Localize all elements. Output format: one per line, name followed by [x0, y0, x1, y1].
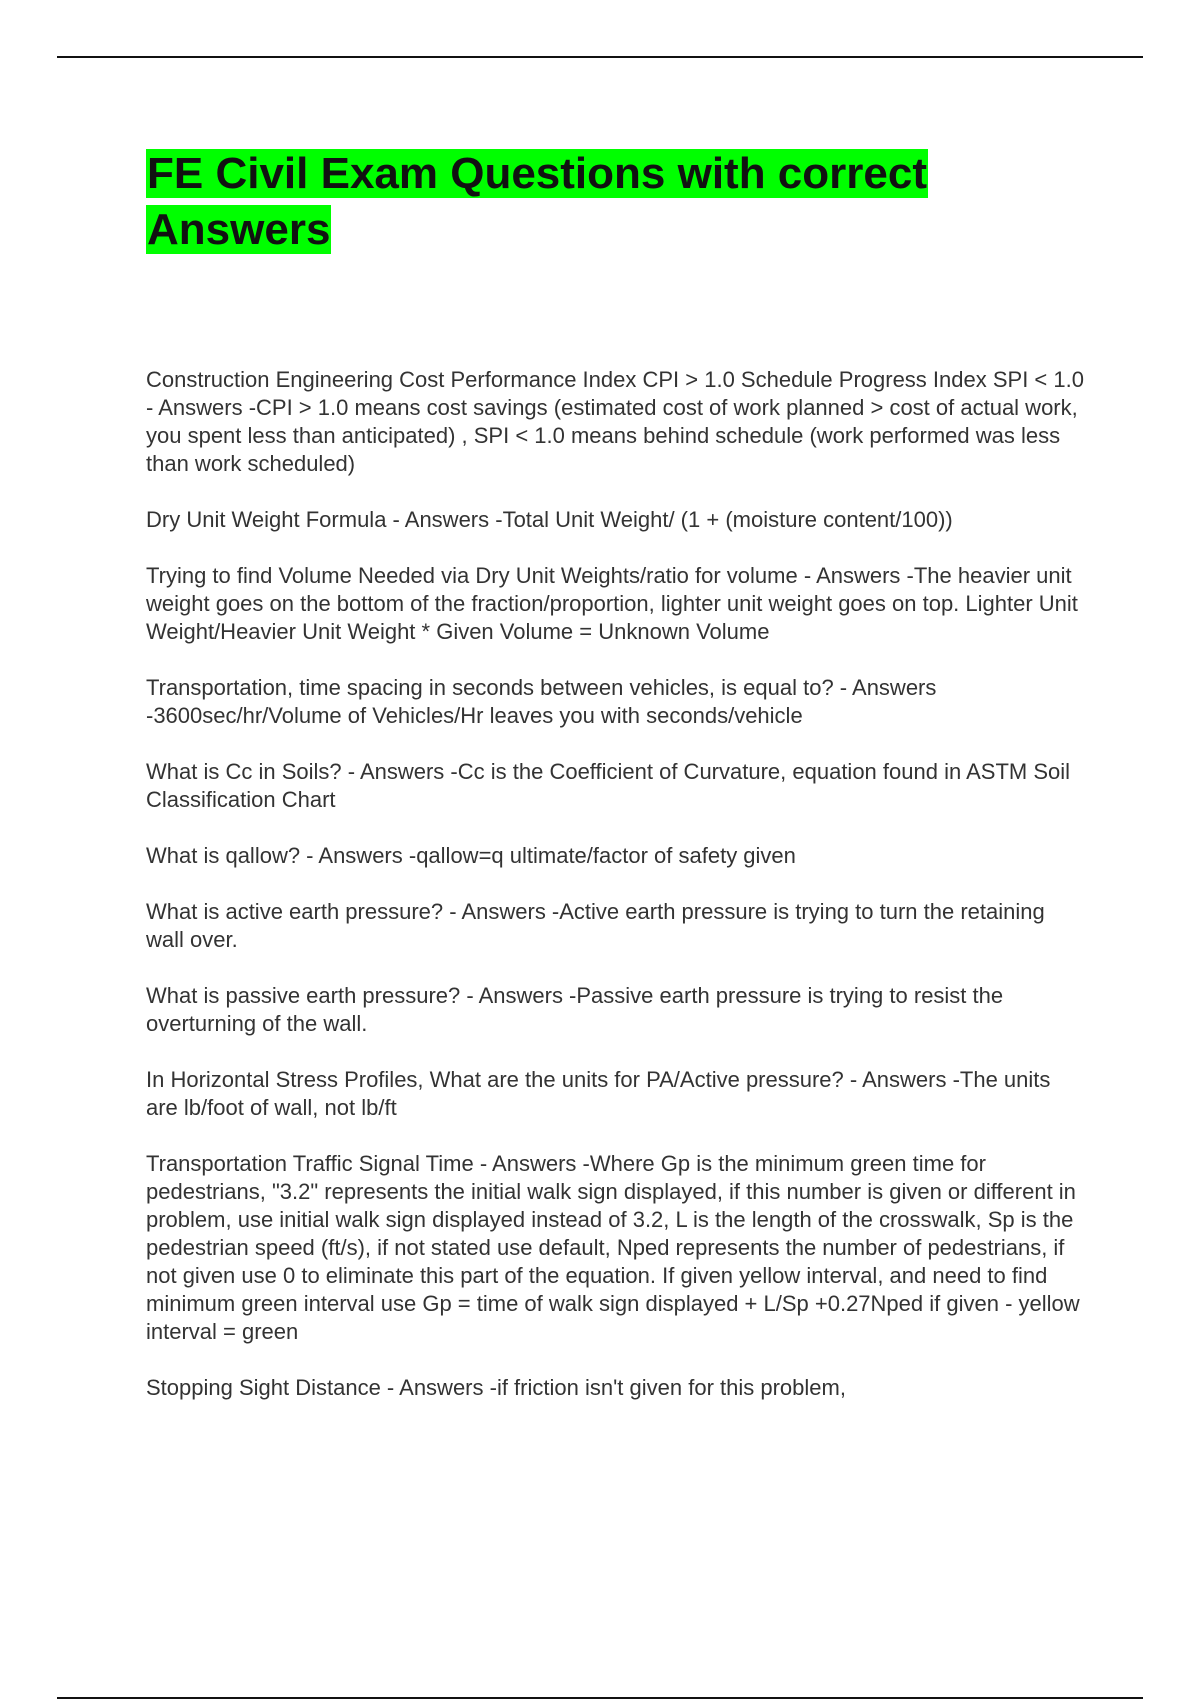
top-rule — [57, 56, 1143, 58]
qa-list — [146, 366, 1086, 1430]
qa-item-stopping-sight: Stopping Sight Distance - Answers -if friction isn't given for this problem, — [146, 1375, 846, 1400]
qa-item-active-pressure: What is active earth pressure? - Answers -Active earth pressure is trying to turn the retaining wall over. — [146, 899, 1045, 952]
qa-item-signal-time: Transportation Traffic Signal Time - Answers -Where Gp is the minimum green time for pedestrians, "3.2" represents the initial walk sign displayed, if this number is given or different in problem, use initial walk sign displayed instead of 3.2, L is the length of the crosswalk, Sp is the pedestrian speed (ft/s), if not stated use default, Nped represents the number of pedestrians, if not given use 0 to eliminate this part of the equation. If given yellow interval, and need to find minimum green interval use Gp = time of walk sign displayed + L/Sp +0.27Nped if given - yellow interval = green — [146, 1151, 1080, 1344]
qa-item-cc-soils: What is Cc in Soils? - Answers -Cc is the Coefficient of Curvature, equation found in ASTM Soil Classification Chart — [146, 759, 1070, 812]
qa-item-time-spacing: Transportation, time spacing in seconds between vehicles, is equal to? - Answers -3600sec/hr/Volume of Vehicles/Hr leaves you with seconds/vehicle — [146, 675, 937, 728]
page-title — [146, 146, 1046, 258]
qa-item-passive-pressure: What is passive earth pressure? - Answers -Passive earth pressure is trying to resist the overturning of the wall. — [146, 983, 1004, 1036]
qa-item-volume-ratio: Trying to find Volume Needed via Dry Unit Weights/ratio for volume - Answers -The heavier unit weight goes on the bottom of the fraction/proportion, lighter unit weight goes on top. Lighter Unit Weight/Heavier Unit Weight * Given Volume = Unknown Volume — [146, 563, 1078, 644]
qa-item-stress-units: In Horizontal Stress Profiles, What are the units for PA/Active pressure? - Answers -The units are lb/foot of wall, not lb/ft — [146, 1067, 1051, 1120]
qa-item-dry-unit-weight: Dry Unit Weight Formula - Answers -Total Unit Weight/ (1 + (moisture content/100)) — [146, 507, 953, 532]
qa-item-qallow: What is qallow? - Answers -qallow=q ultimate/factor of safety given — [146, 843, 796, 868]
qa-item-cpi-spi: Construction Engineering Cost Performance Index CPI > 1.0 Schedule Progress Index SPI < 1.0 - Answers -CPI > 1.0 means cost savings (estimated cost of work planned > cost of actual work, you spent less than anticipated) , SPI < 1.0 means behind schedule (work performed was less than work scheduled) — [146, 367, 1084, 476]
title-highlight: FE Civil Exam Questions with correct Answers — [147, 149, 927, 254]
bottom-rule — [57, 1697, 1143, 1699]
